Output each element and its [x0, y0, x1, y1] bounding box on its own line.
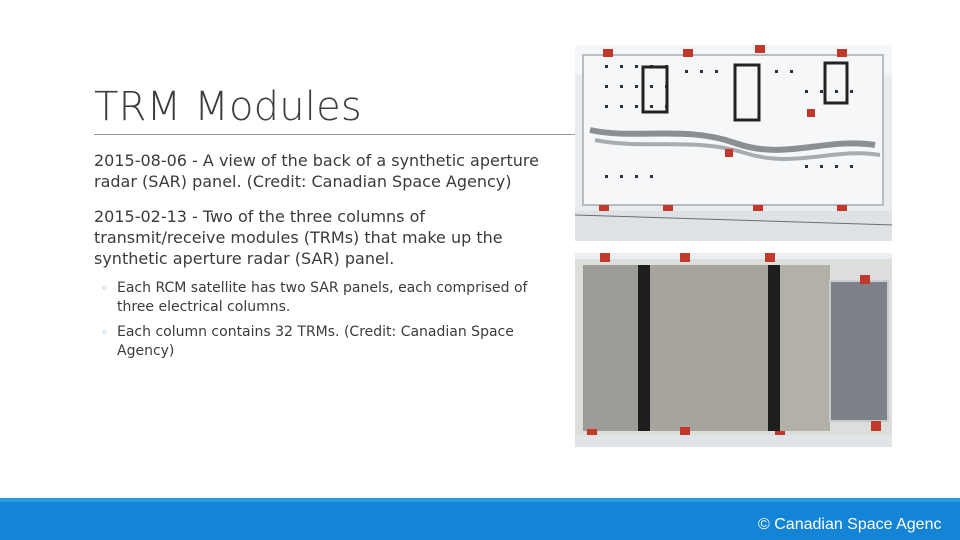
- bullet-marker-icon: ◦: [101, 281, 109, 295]
- bullet-item: [94, 323, 554, 361]
- bullet-item: [94, 279, 554, 317]
- paragraph-2: 2015-02-13 - Two of the three columns of transmit/receive modules (TRMs) that make up the synthetic aperture radar (SAR) panel.: [94, 207, 503, 268]
- slide-title: TRM Modules: [94, 84, 362, 130]
- trm-columns-photo: [575, 253, 892, 447]
- bullet-marker-icon: ◦: [101, 325, 109, 339]
- paragraph-1: 2015-08-06 - A view of the back of a synthetic aperture radar (SAR) panel. (Credit: Canadian Space Agency): [94, 151, 539, 191]
- sar-panel-back-photo: [575, 45, 892, 241]
- bullet-text: Each RCM satellite has two SAR panels, each comprised of three electrical columns.: [117, 280, 528, 315]
- slide-body: [94, 150, 554, 367]
- title-divider: [94, 134, 575, 135]
- footer-accent-strip: [0, 498, 960, 502]
- bullet-list: [94, 279, 554, 361]
- footer-credit: © Canadian Space Agenc: [758, 516, 942, 533]
- bullet-text: Each column contains 32 TRMs. (Credit: Canadian Space Agency): [117, 324, 514, 359]
